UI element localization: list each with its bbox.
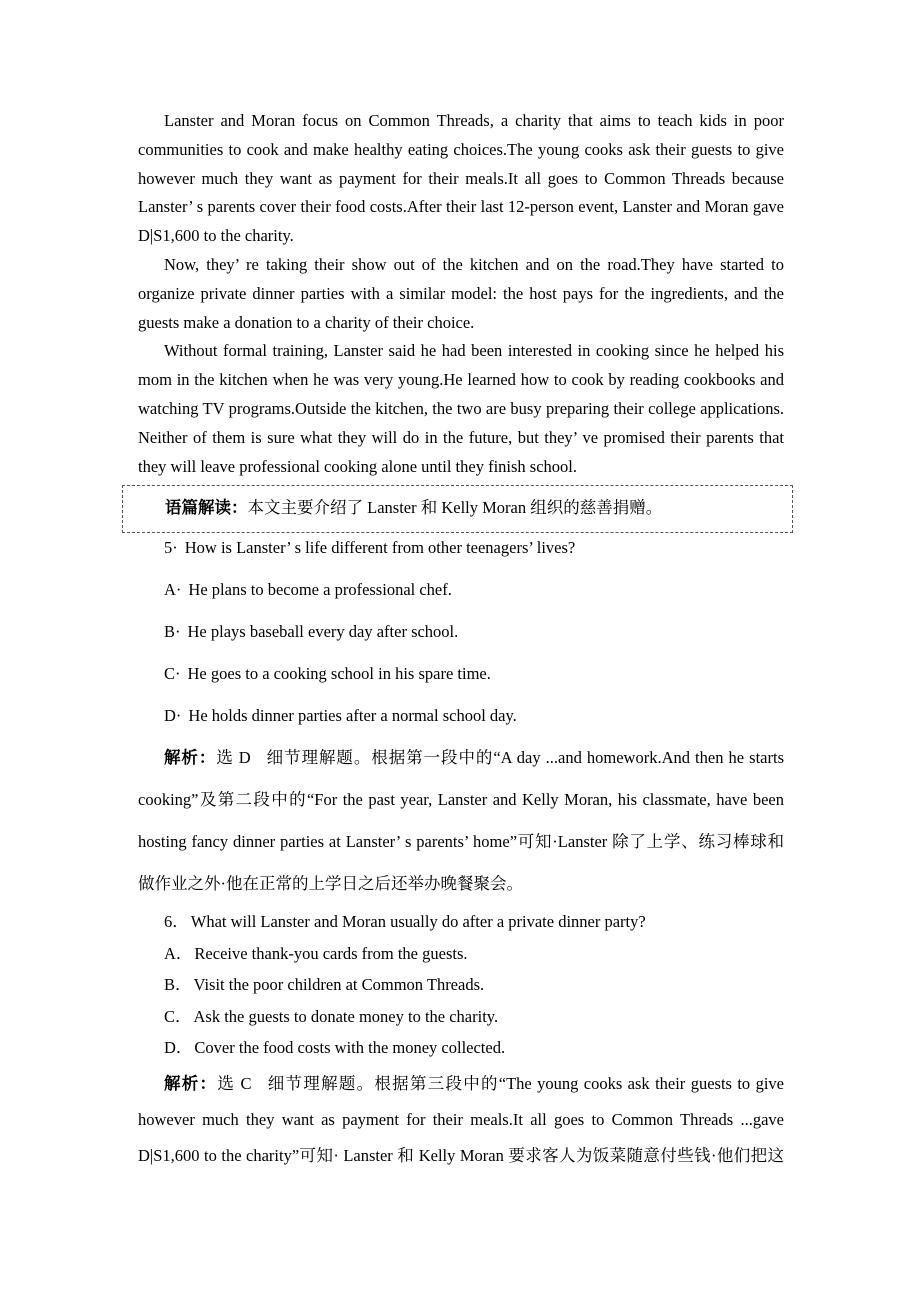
analysis-question-6 [138, 1066, 784, 1174]
question-6-option-a [138, 938, 784, 970]
option-b-text: He plays baseball every day after school. [187, 622, 459, 642]
summary-label: 语篇解读： [165, 498, 248, 518]
option-c-text: He goes to a cooking school in his spare time. [187, 664, 491, 684]
question-6-option-c [138, 1001, 784, 1033]
question-5-stem [138, 527, 784, 569]
analysis-6-answer: 选 C [217, 1073, 252, 1093]
option-d-text: Cover the food costs with the money collected. [194, 1038, 506, 1058]
question-6-option-b [138, 969, 784, 1001]
summary-box [122, 485, 793, 533]
summary-text: 本文主要介绍了 Lanster 和 Kelly Moran 组织的慈善捐赠。 [247, 498, 663, 518]
question-6 [138, 906, 784, 1064]
option-a-text: Receive thank-you cards from the guests. [194, 943, 468, 963]
question-5-option-c [138, 653, 784, 695]
question-5 [138, 527, 784, 737]
analysis-5-body: 细节理解题。根据第一段中的“A day ...and homework.And then he starts cooking”及第二段中的“For the past year, Lanster and Kelly Moran, his classmate, have been hosting fancy dinner parties at Lanster’ s parents’ home”可知·Lanster 除了上学、练习棒球和做作业之外·他在正常的上学日之后还举办晚餐聚会。 [138, 748, 784, 894]
option-b-label: B· [164, 622, 181, 642]
analysis-6-label: 解析： [164, 1073, 218, 1093]
question-6-number: 6． [164, 912, 189, 932]
analysis-question-5 [138, 737, 784, 905]
option-c-text: Ask the guests to donate money to the charity. [193, 1006, 499, 1026]
question-5-option-a [138, 569, 784, 611]
passage-paragraph-1: Lanster and Moran focus on Common Threads, a charity that aims to teach kids in poor communities to cook and make healthy eating choices.The young cooks ask their guests to give however much they want as payment for their meals.It all goes to Common Threads because Lanster’ s parents cover their food costs.After their last 12-person event, Lanster and Moran gave D|S1,600 to the charity. [138, 111, 784, 246]
question-6-text: What will Lanster and Moran usually do after a private dinner party? [190, 912, 646, 932]
option-b-label: B． [164, 975, 192, 995]
option-d-text: He holds dinner parties after a normal school day. [188, 706, 517, 726]
analysis-6-body: 细节理解题。根据第三段中的“The young cooks ask their guests to give however much they want as payment for their meals.It all goes to Common Threads ...gave D|S1,600 to the charity”可知· Lanster 和 Kelly Moran 要求客人为饭菜随意付些钱·他们把这 [138, 1073, 784, 1165]
question-6-stem [138, 906, 784, 938]
question-5-option-b [138, 611, 784, 653]
option-c-label: C． [164, 1006, 192, 1026]
option-c-label: C· [164, 664, 181, 684]
reading-passage [138, 107, 784, 481]
option-a-label: A· [164, 580, 182, 600]
option-a-label: A． [164, 943, 193, 963]
content-column [138, 107, 784, 1174]
passage-paragraph-2: Now, they’ re taking their show out of the kitchen and on the road.They have started to organize private dinner parties with a similar model: the host pays for the ingredients, and the guests make a donation to a charity of their choice. [138, 254, 784, 332]
analysis-5-answer: 选 D [216, 748, 251, 768]
passage-paragraph-3: Without formal training, Lanster said he had been interested in cooking since he helped his mom in the kitchen when he was very young.He learned how to cook by reading cookbooks and watching TV programs.Outside the kitchen, the two are busy preparing their college applications. Neither of them is sure what they will do in the future, but they’ ve promised their parents that they will leave professional cooking alone until they finish school. [138, 341, 784, 476]
question-6-option-d [138, 1032, 784, 1064]
option-a-text: He plans to become a professional chef. [188, 580, 452, 600]
option-b-text: Visit the poor children at Common Threads. [193, 975, 485, 995]
question-5-option-d [138, 695, 784, 737]
question-5-number: 5· [164, 538, 178, 558]
option-d-label: D· [164, 706, 182, 726]
question-5-text: How is Lanster’ s life different from other teenagers’ lives? [184, 538, 576, 558]
analysis-5-label: 解析： [164, 748, 217, 768]
option-d-label: D． [164, 1038, 193, 1058]
